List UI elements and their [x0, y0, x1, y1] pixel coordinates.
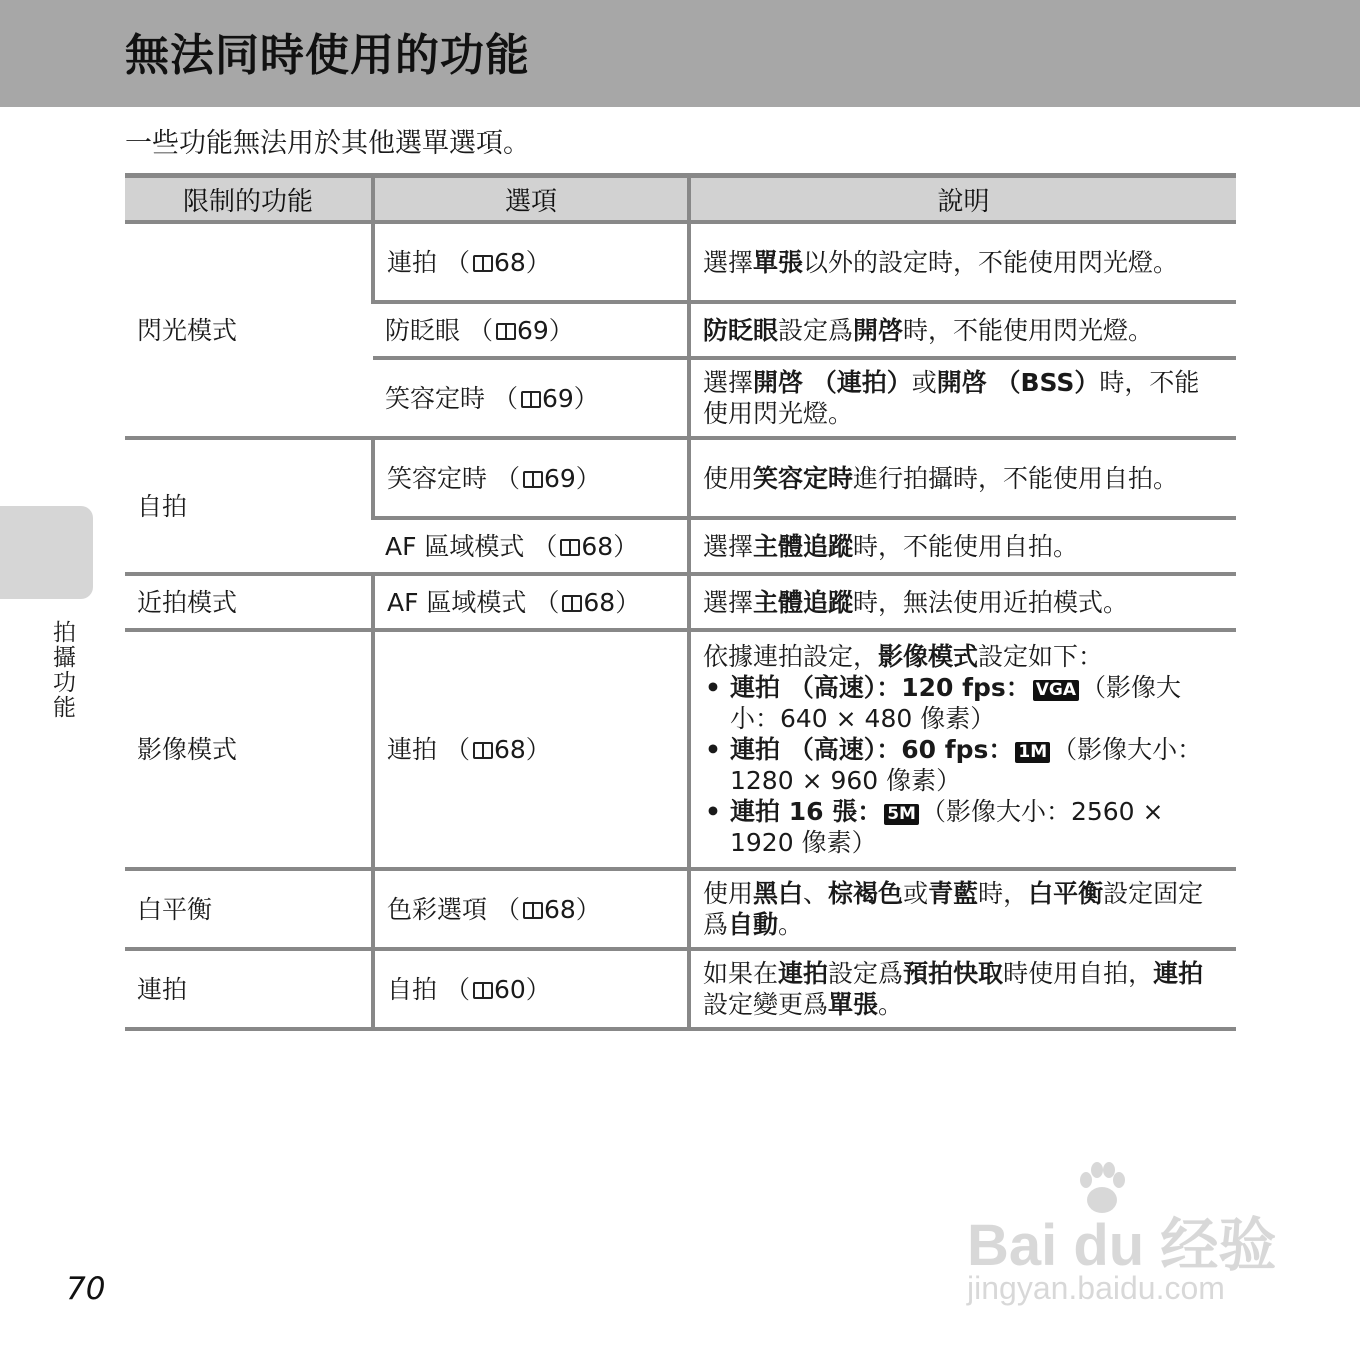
desc-bold: 開啓 — [853, 315, 904, 345]
paren-close: ） — [575, 463, 601, 493]
desc-bold: 笑容定時 — [753, 463, 854, 493]
option-cell — [373, 630, 689, 869]
desc-text: 時，無法使用近拍模式。 — [853, 587, 1129, 617]
book-reference-icon — [560, 539, 580, 556]
option-cell — [373, 518, 689, 574]
desc-bold: 防眨眼 — [703, 315, 779, 345]
desc-text: 使用 — [703, 879, 754, 908]
desc-bold: 白平衡 — [1028, 879, 1104, 908]
desc-bold: 預拍快取 — [903, 959, 1004, 988]
paren-close: ） — [575, 894, 601, 924]
option-cell — [373, 438, 689, 518]
desc-bold: 影像模式 — [878, 642, 979, 671]
desc-intro — [703, 641, 1224, 672]
desc-text: 時，不能使用閃光燈。 — [703, 368, 1200, 428]
book-reference-icon — [473, 742, 493, 759]
desc-text: 。 — [878, 990, 904, 1019]
page-ref[interactable]: 69 — [516, 315, 549, 345]
book-reference-icon — [473, 255, 493, 272]
paren-close: ） — [525, 974, 551, 1004]
list-item — [703, 734, 1224, 796]
paren-close: ） — [615, 587, 641, 617]
table-row — [125, 438, 1236, 518]
desc-text: 或 — [911, 368, 937, 397]
desc-text: 進行拍攝時，不能使用自拍。 — [853, 463, 1179, 493]
feature-white-balance: 白平衡 — [125, 869, 373, 949]
vga-image-size-icon: VGA — [1033, 680, 1079, 701]
desc-bold: 開啓 （BSS） — [936, 368, 1100, 397]
desc-bold: 連拍 — [778, 959, 829, 988]
desc-bold: 棕褐色 — [828, 879, 904, 908]
book-reference-icon — [496, 323, 516, 340]
desc-text: 選擇 — [703, 368, 754, 397]
table-row — [125, 949, 1236, 1029]
paren-open: （ — [492, 383, 518, 413]
desc-text: 或 — [903, 879, 929, 908]
option-label: 笑容定時 — [387, 463, 488, 493]
desc-text: 。 — [778, 910, 804, 939]
chapter-tab — [0, 506, 93, 599]
paren-open: （ — [467, 315, 493, 345]
header-restricted-function: 限制的功能 — [125, 176, 373, 223]
paren-close: ） — [525, 247, 551, 277]
option-label: AF 區域模式 — [387, 587, 527, 617]
desc-text: 選擇 — [703, 587, 754, 617]
paren-close: ） — [525, 735, 551, 764]
desc-bold: 主體追蹤 — [753, 531, 854, 561]
paren-open: （ — [494, 463, 520, 493]
header-option: 選項 — [373, 176, 689, 223]
description-cell — [689, 358, 1236, 438]
desc-bold: 單張 — [753, 247, 804, 277]
function-restriction-table — [125, 173, 1236, 1031]
option-cell — [373, 574, 689, 630]
description-cell — [689, 630, 1236, 869]
desc-text: 時，不能使用閃光燈。 — [903, 315, 1154, 345]
book-reference-icon — [523, 902, 543, 919]
page-ref[interactable]: 68 — [581, 531, 614, 561]
option-label: 自拍 — [387, 974, 438, 1004]
desc-text: 使用 — [703, 463, 754, 493]
option-label: 連拍 — [387, 247, 438, 277]
page-ref[interactable]: 68 — [493, 735, 526, 764]
option-cell — [373, 358, 689, 438]
desc-text: 以外的設定時，不能使用閃光燈。 — [803, 247, 1179, 277]
desc-bold: 黑白 — [753, 879, 804, 908]
header-description: 說明 — [689, 176, 1236, 223]
watermark-brand: Bai du 经验 — [967, 1213, 1277, 1278]
book-reference-icon — [473, 982, 493, 999]
intro-text: 一些功能無法用於其他選單選項。 — [125, 128, 530, 159]
desc-text: 選擇 — [703, 247, 754, 277]
paren-close: ） — [548, 315, 574, 345]
feature-macro-mode: 近拍模式 — [125, 574, 373, 630]
option-cell — [373, 302, 689, 358]
5m-image-size-icon: 5M — [884, 804, 919, 825]
desc-text: 設定爲 — [828, 959, 904, 988]
desc-text: 設定固定爲 — [703, 879, 1204, 939]
feature-self-timer: 自拍 — [125, 438, 373, 574]
paren-open: （ — [444, 247, 470, 277]
desc-text: 時使用自拍， — [1003, 959, 1154, 988]
item-text: （影像大小：640 × 480 像素） — [730, 673, 1182, 733]
description-cell — [689, 949, 1236, 1029]
desc-text: 時，不能使用自拍。 — [853, 531, 1079, 561]
desc-text: 、 — [803, 879, 829, 908]
list-item — [703, 672, 1224, 734]
paren-open: （ — [444, 974, 470, 1004]
book-reference-icon — [523, 471, 543, 488]
paren-open: （ — [444, 735, 470, 764]
table-row — [125, 222, 1236, 302]
description-cell — [689, 574, 1236, 630]
paren-close: ） — [613, 531, 639, 561]
description-cell — [689, 869, 1236, 949]
feature-image-mode: 影像模式 — [125, 630, 373, 869]
1m-image-size-icon: 1M — [1015, 742, 1050, 763]
desc-text: 設定變更爲 — [703, 990, 829, 1019]
table-row — [125, 869, 1236, 949]
item-bold: 連拍 16 張： — [730, 797, 883, 826]
book-reference-icon — [521, 391, 541, 408]
option-cell — [373, 949, 689, 1029]
book-reference-icon — [562, 595, 582, 612]
desc-bold: 單張 — [828, 990, 879, 1019]
item-text: （影像大小：1280 × 960 像素） — [730, 735, 1203, 795]
description-cell — [689, 302, 1236, 358]
option-label: 連拍 — [387, 735, 438, 764]
feature-flash-mode: 閃光模式 — [125, 222, 373, 438]
page-ref[interactable]: 69 — [541, 383, 574, 413]
item-bold: 連拍 （高速）：120 fps： — [730, 673, 1031, 702]
page-title: 無法同時使用的功能 — [125, 30, 530, 81]
page-ref[interactable]: 68 — [493, 247, 526, 277]
paren-open: （ — [532, 531, 558, 561]
page-ref[interactable]: 69 — [543, 463, 576, 493]
paren-open: （ — [494, 894, 520, 924]
chapter-label: 拍攝功能 — [49, 620, 75, 720]
desc-text: 依據連拍設定， — [703, 642, 879, 671]
desc-bold: 青藍 — [928, 879, 979, 908]
baidu-watermark — [962, 1160, 1280, 1310]
table-row — [125, 574, 1236, 630]
desc-bold: 主體追蹤 — [753, 587, 854, 617]
item-text: （影像大小：2560 × 1920 像素） — [730, 797, 1164, 857]
table-header-row — [125, 176, 1236, 223]
desc-text: 設定爲 — [778, 315, 854, 345]
desc-text: 選擇 — [703, 531, 754, 561]
watermark-url: jingyan.baidu.com — [967, 1270, 1225, 1306]
item-bold: 連拍 （高速）：60 fps： — [730, 735, 1014, 764]
option-label: AF 區域模式 — [385, 531, 525, 561]
option-cell — [373, 222, 689, 302]
option-label: 防眨眼 — [385, 315, 461, 345]
description-cell — [689, 518, 1236, 574]
paren-open: （ — [534, 587, 560, 617]
page-ref[interactable]: 68 — [543, 894, 576, 924]
option-cell — [373, 869, 689, 949]
description-cell — [689, 438, 1236, 518]
option-label: 笑容定時 — [385, 383, 486, 413]
page-ref[interactable]: 68 — [583, 587, 616, 617]
list-item — [703, 796, 1224, 858]
table-row — [125, 630, 1236, 869]
desc-bold: 開啓 （連拍） — [753, 368, 912, 397]
description-cell — [689, 222, 1236, 302]
desc-text: 時， — [978, 879, 1029, 908]
paren-close: ） — [573, 383, 599, 413]
desc-text: 設定如下： — [978, 642, 1104, 671]
feature-continuous: 連拍 — [125, 949, 373, 1029]
page-ref[interactable]: 60 — [493, 974, 526, 1004]
desc-bold: 連拍 — [1153, 959, 1204, 988]
page-number: 70 — [66, 1271, 106, 1307]
image-mode-list — [703, 672, 1224, 858]
desc-text: 如果在 — [703, 959, 779, 988]
option-label: 色彩選項 — [387, 894, 488, 924]
desc-bold: 自動 — [728, 910, 779, 939]
